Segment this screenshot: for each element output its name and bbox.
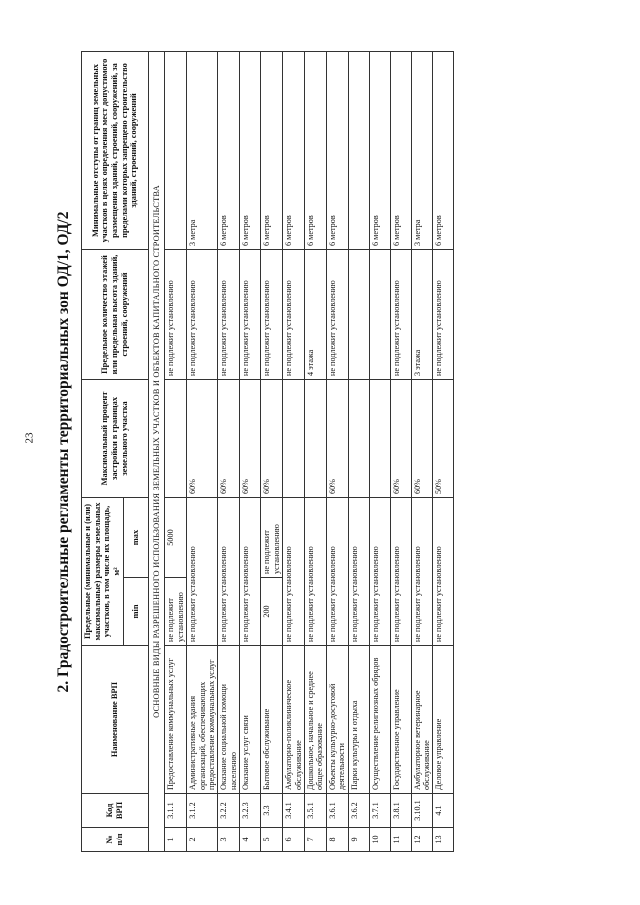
cell-percent (348, 380, 369, 498)
cell-setback: 6 метров (240, 52, 261, 250)
cell-percent: 60% (218, 380, 240, 498)
cell-setback: 6 метров (218, 52, 240, 250)
cell-name: Дошкольное, начальное и среднее общее образование (304, 646, 326, 794)
cell-name: Осуществление религиозных обрядов (369, 646, 390, 794)
cell-num: 5 (261, 828, 283, 852)
cell-setback: 6 метров (433, 52, 454, 250)
rotated-page-content (55, 52, 615, 852)
cell-floors: не подлежит установлению (187, 250, 218, 380)
cell-num: 2 (187, 828, 218, 852)
cell-min: не подлежит установлению (165, 578, 187, 646)
table-row (304, 52, 326, 852)
cell-setback: 3 метра (411, 52, 433, 250)
table-row (240, 52, 261, 852)
cell-code: 3.6.1 (326, 794, 348, 828)
table-row (433, 52, 454, 852)
cell-percent: 60% (187, 380, 218, 498)
cell-num: 8 (326, 828, 348, 852)
cell-name: Объекты культурно-досуговой деятельности (326, 646, 348, 794)
cell-min: не подлежит установлению (240, 498, 261, 646)
section-title: ОСНОВНЫЕ ВИДЫ РАЗРЕШЕННОГО ИСПОЛЬЗОВАНИЯ ЗЕМЕЛЬНЫХ УЧАСТКОВ И ОБЪЕКТОВ КАПИТАЛЬНОГО СТРОИТЕЛЬСТВА (148, 52, 165, 852)
cell-setback: 6 метров (304, 52, 326, 250)
header-max: max (123, 498, 148, 578)
cell-max: 5000 (165, 498, 187, 578)
cell-num: 1 (165, 828, 187, 852)
table-row (187, 52, 218, 852)
cell-name: Парки культуры и отдыха (348, 646, 369, 794)
cell-percent (304, 380, 326, 498)
cell-floors: 4 этажа (304, 250, 326, 380)
cell-setback (348, 52, 369, 250)
header-code: Код ВРП (82, 794, 149, 828)
cell-name: Амбулаторно-поликлиническое обслуживание (283, 646, 305, 794)
cell-min: не подлежит установлению (433, 498, 454, 646)
cell-min: не подлежит установлению (283, 498, 305, 646)
cell-setback: 6 метров (390, 52, 411, 250)
cell-floors: не подлежит установлению (165, 250, 187, 380)
page-title: 2. Градостроительные регламенты территориальных зон ОД/1, ОД/2 (55, 211, 72, 693)
cell-num: 12 (411, 828, 433, 852)
cell-num: 10 (369, 828, 390, 852)
cell-min: не подлежит установлению (187, 498, 218, 646)
header-name: Наименование ВРП (82, 646, 149, 794)
cell-min: не подлежит установлению (411, 498, 433, 646)
cell-floors: не подлежит установлению (218, 250, 240, 380)
cell-name: Деловое управление (433, 646, 454, 794)
cell-code: 3.4.1 (283, 794, 305, 828)
cell-code: 3.7.1 (369, 794, 390, 828)
table-row (326, 52, 348, 852)
regulations-table (81, 51, 454, 852)
cell-num: 13 (433, 828, 454, 852)
header-row (82, 52, 124, 852)
cell-setback: 6 метров (261, 52, 283, 250)
cell-name: Предоставление коммунальных услуг (165, 646, 187, 794)
cell-percent: 60% (390, 380, 411, 498)
cell-name: Оказание социальной помощи населению (218, 646, 240, 794)
cell-max: не подлежит установлению (261, 498, 283, 578)
cell-code: 3.10.1 (411, 794, 433, 828)
cell-code: 3.6.2 (348, 794, 369, 828)
cell-code: 3.2.3 (240, 794, 261, 828)
cell-setback: 6 метров (326, 52, 348, 250)
cell-floors (369, 250, 390, 380)
header-num: № п/п (82, 828, 149, 852)
cell-min: не подлежит установлению (390, 498, 411, 646)
page-number: 23 (23, 432, 36, 444)
cell-code: 3.1.1 (165, 794, 187, 828)
cell-percent: 60% (326, 380, 348, 498)
cell-code: 3.1.2 (187, 794, 218, 828)
cell-name: Оказание услуг связи (240, 646, 261, 794)
cell-code: 3.5.1 (304, 794, 326, 828)
cell-name: Амбулаторное ветеринарное обслуживание (411, 646, 433, 794)
cell-num: 3 (218, 828, 240, 852)
cell-floors: не подлежит установлению (240, 250, 261, 380)
cell-percent (369, 380, 390, 498)
cell-setback: 6 метров (283, 52, 305, 250)
table-row (348, 52, 369, 852)
cell-name: Бытовое обслуживание (261, 646, 283, 794)
cell-percent: 60% (261, 380, 283, 498)
cell-name: Государственное управление (390, 646, 411, 794)
table-row (165, 52, 187, 852)
cell-floors: не подлежит установлению (433, 250, 454, 380)
cell-setback: 6 метров (369, 52, 390, 250)
cell-min: не подлежит установлению (369, 498, 390, 646)
cell-min: не подлежит установлению (304, 498, 326, 646)
table-row (218, 52, 240, 852)
header-setback: Минимальные отступы от границ земельных участков в целях определения мест допустимого размещения зданий, строений, сооружений, за пределами которых запрещено строительство зданий, строений, сооружений (82, 52, 149, 250)
cell-code: 3.3 (261, 794, 283, 828)
cell-percent: 60% (411, 380, 433, 498)
cell-code: 3.2.2 (218, 794, 240, 828)
cell-min: не подлежит установлению (348, 498, 369, 646)
cell-setback: 3 метра (187, 52, 218, 250)
cell-percent: 60% (240, 380, 261, 498)
table-row (390, 52, 411, 852)
cell-num: 4 (240, 828, 261, 852)
cell-num: 7 (304, 828, 326, 852)
cell-floors: не подлежит установлению (261, 250, 283, 380)
cell-min: не подлежит установлению (218, 498, 240, 646)
cell-floors: не подлежит установлению (390, 250, 411, 380)
header-percent: Максимальный процент застройки в границах земельного участка (82, 380, 149, 498)
table-row (411, 52, 433, 852)
section-row (148, 52, 165, 852)
cell-code: 4.1 (433, 794, 454, 828)
cell-num: 11 (390, 828, 411, 852)
cell-setback (165, 52, 187, 250)
cell-floors: 3 этажа (411, 250, 433, 380)
cell-floors (348, 250, 369, 380)
cell-code: 3.8.1 (390, 794, 411, 828)
cell-percent: 50% (433, 380, 454, 498)
cell-percent (283, 380, 305, 498)
cell-num: 9 (348, 828, 369, 852)
header-min: min (123, 578, 148, 646)
cell-floors: не подлежит установлению (283, 250, 305, 380)
header-floors: Предельное количество этажей или предельная высота зданий, строений, сооружений (82, 250, 149, 380)
table-row (369, 52, 390, 852)
cell-min: не подлежит установлению (326, 498, 348, 646)
table-row (283, 52, 305, 852)
table-row (261, 52, 283, 852)
cell-percent (165, 380, 187, 498)
cell-num: 6 (283, 828, 305, 852)
header-size: Предельные (минимальные и (или) максимальные) размеры земельных участков, в том числе их площадь, м² (82, 498, 124, 646)
cell-floors: не подлежит установлению (326, 250, 348, 380)
cell-name: Административные здания организаций, обеспечивающих предоставление коммунальных услуг (187, 646, 218, 794)
cell-min: 200 (261, 578, 283, 646)
